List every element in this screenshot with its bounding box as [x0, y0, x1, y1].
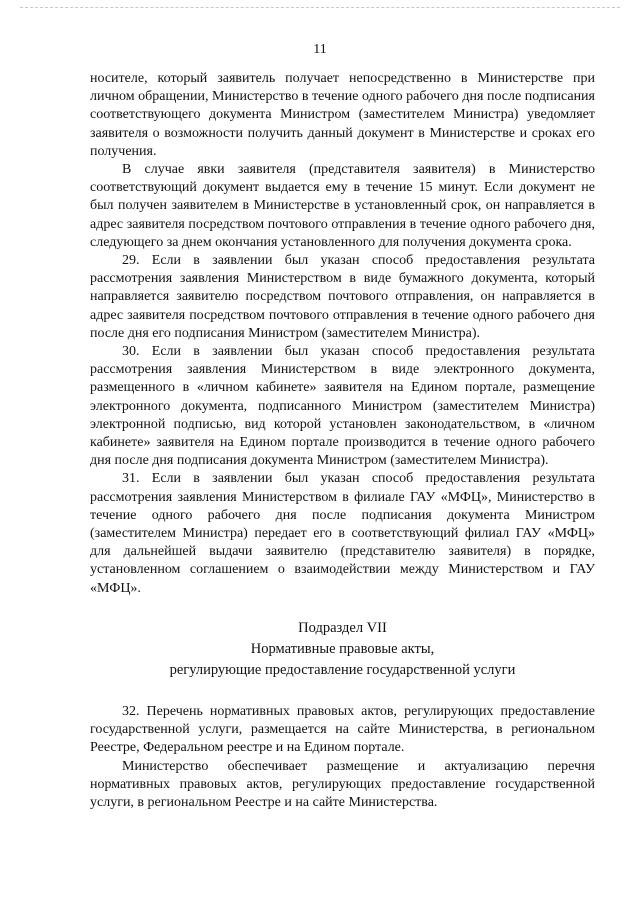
paragraph-continuation: носителе, который заявитель получает непосредственно в Министерстве при личном обращении, Министерство в течение одного рабочего дня после подписания соответствующего документа Министром (заместителем Министра) уведомляет заявителя о возможности получить данный документ в Министерстве и сроках его получения.: [90, 71, 595, 159]
document-body: [90, 70, 595, 812]
paragraph-publication: Министерство обеспечивает размещение и актуализацию перечня нормативных правовых актов, регулирующих предоставление государственной услуги, в региональном Реестре и на сайте Министерства.: [90, 758, 595, 810]
section-heading: [90, 618, 595, 681]
scan-edge-artifact: [20, 7, 620, 8]
paragraph-appearance: В случае явки заявителя (представителя заявителя) в Министерство соответствующий документ выдается ему в течение 15 минут. Если документ не был получен заявителем в Министерстве в установленный срок, он направляется в адрес заявителя посредством почтового отправления в течение одного рабочего дня, следующего за днем окончания установленного для получения документа срока.: [90, 162, 595, 250]
paragraph-32: 32. Перечень нормативных правовых актов, регулирующих предоставление государственной услуги, размещается на сайте Министерства, в региональном Реестре, Федеральном реестре и на Едином портале.: [90, 703, 595, 756]
paragraph-31: 31. Если в заявлении был указан способ предоставления результата рассмотрения заявления Министерством в филиале ГАУ «МФЦ», Министерство в течение одного рабочего дня после подписания документа Министром (заместителем Министра) передает его в соответствующий филиал ГАУ «МФЦ» для дальнейшей выдачи заявителю (представителю заявителя) в порядке, установленном соглашением о взаимодействии между Министерством и ГАУ «МФЦ».: [90, 471, 595, 596]
section-title-line2: регулирующие предоставление государственной услуги: [169, 661, 516, 678]
page-number: 11: [313, 42, 327, 57]
section-label: Подраздел VII: [298, 619, 387, 636]
paragraph-30: 30. Если в заявлении был указан способ предоставления результата рассмотрения заявления Министерством в виде электронного документа, размещенного в «личном кабинете» заявителя на Едином портале, размещение электронного документа, подписанного Министром (заместителем Министра) электронной подписью, вид которой установлен законодательством, в «личном кабинете» заявителя на Едином портале производится в течение одного рабочего дня после дня подписания документа Министром (заместителем Министра).: [90, 344, 595, 469]
section-title-line1: Нормативные правовые акты,: [250, 640, 435, 657]
paragraph-29: 29. Если в заявлении был указан способ предоставления результата рассмотрения заявления Министерством в виде бумажного документа, который направляется заявителю посредством почтового отправления, он направляется в адрес заявителя посредством почтового отправления в течение одного рабочего дня после дня его подписания Министром (заместителем Министра).: [90, 253, 595, 341]
